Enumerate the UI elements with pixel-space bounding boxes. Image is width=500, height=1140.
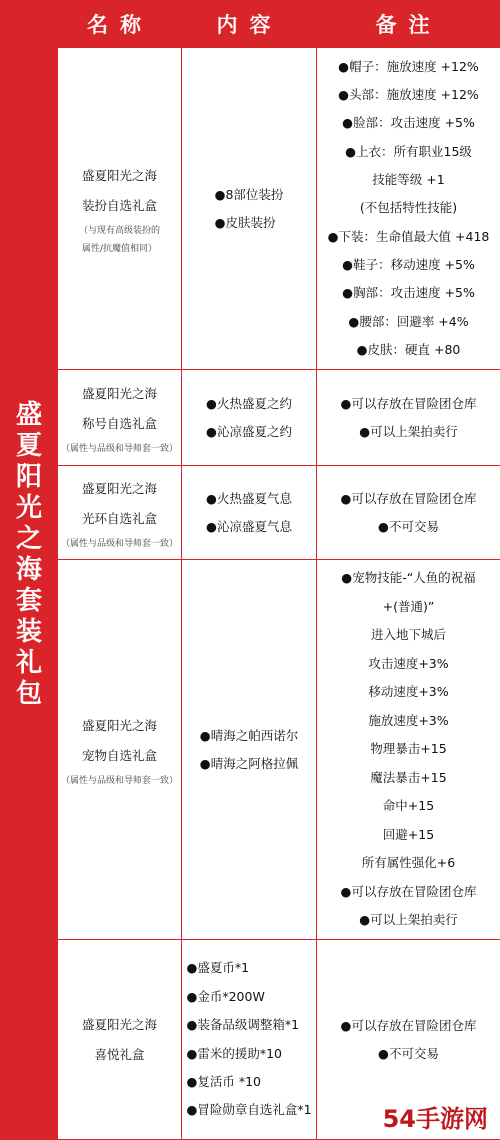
- header-remarks: 备注: [375, 13, 442, 37]
- header-content: 内容: [216, 13, 283, 37]
- content-item: ●金币*200W: [186, 988, 265, 1004]
- remark-item: ●上衣：所有职业15级: [345, 143, 472, 159]
- remark-item: ●帽子：施放速度 +12%: [338, 58, 479, 74]
- remark-item: 魔法暴击+15: [370, 769, 447, 785]
- table-row: [58, 48, 500, 370]
- content-item: ●皮肤装扮: [214, 214, 276, 230]
- table-row: [58, 560, 500, 940]
- item-note-line: 属性/抗魔值相同）: [81, 243, 158, 254]
- remark-item: ●可以上架拍卖行: [359, 912, 458, 928]
- item-name-cell: [58, 370, 182, 466]
- side-title: [12, 400, 46, 710]
- item-remarks-cell: [317, 48, 500, 370]
- remark-item: ●脸部：攻击速度 +5%: [342, 115, 475, 131]
- remark-item: 进入地下城后: [370, 627, 446, 643]
- side-title-char: 光: [15, 493, 42, 523]
- remark-item: 命中+15: [382, 798, 435, 814]
- remark-item: ●可以存放在冒险团仓库: [340, 883, 477, 899]
- item-content-cell: [182, 940, 317, 1140]
- remark-item: 攻击速度+3%: [368, 655, 449, 671]
- item-name-line: 宠物自选礼盒: [81, 747, 157, 763]
- side-title-char: 海: [15, 555, 42, 585]
- remark-item: ●不可交易: [378, 1045, 439, 1061]
- content-item: ●雷米的援助*10: [186, 1045, 283, 1061]
- table-row: [58, 370, 500, 466]
- remark-item: ●腰部：回避率 +4%: [348, 313, 469, 329]
- item-name-cell: [58, 466, 182, 560]
- remark-item: ●胸部：攻击速度 +5%: [342, 285, 475, 301]
- item-name-cell: [58, 940, 182, 1140]
- item-note-line: （与现有高级装扮的: [78, 225, 160, 236]
- item-note-line: （属性与品级和导师套一致）: [60, 443, 178, 454]
- item-name-line: 盛夏阳光之海: [81, 480, 157, 496]
- item-remarks-cell: [317, 370, 500, 466]
- item-content-cell: [182, 560, 317, 940]
- item-name-line: 称号自选礼盒: [81, 415, 157, 431]
- item-name-cell: [58, 48, 182, 370]
- remark-item: ●宠物技能-“人鱼的祝福: [341, 570, 476, 586]
- remark-item: 所有属性强化+6: [361, 855, 456, 871]
- side-title-char: 阳: [15, 462, 42, 492]
- content-item: ●火热盛夏之约: [206, 395, 292, 411]
- content-item: ●晴海之帕西诺尔: [199, 727, 299, 743]
- content-item: ●沁凉盛夏气息: [206, 518, 292, 534]
- remark-item: 物理暴击+15: [370, 741, 447, 757]
- side-title-char: 装: [15, 617, 42, 647]
- content-item: ●复活币 *10: [186, 1073, 261, 1089]
- item-name-line: 喜悦礼盒: [94, 1046, 145, 1062]
- remark-item: ●下装：生命值最大值 +418: [327, 228, 490, 244]
- table-header: [58, 0, 500, 48]
- content-item: ●沁凉盛夏之约: [206, 423, 292, 439]
- remark-item: ●可以存放在冒险团仓库: [340, 395, 477, 411]
- side-title-char: 夏: [15, 431, 42, 461]
- header-name: 名称: [87, 13, 153, 37]
- remark-item: 移动速度+3%: [368, 684, 449, 700]
- remark-item: ●可以存放在冒险团仓库: [340, 490, 477, 506]
- remark-item: 技能等级 +1: [372, 172, 445, 188]
- remark-item: ●可以上架拍卖行: [359, 423, 458, 439]
- item-content-cell: [182, 466, 317, 560]
- content-item: ●装备品级调整箱*1: [186, 1017, 300, 1033]
- site-watermark: 54手游网: [377, 1097, 494, 1136]
- item-name-line: 盛夏阳光之海: [81, 385, 157, 401]
- item-name-line: 盛夏阳光之海: [81, 1016, 157, 1032]
- remark-item: 回避+15: [382, 826, 435, 842]
- content-item: ●8部位装扮: [214, 186, 284, 202]
- remark-item: (不包括特性技能): [359, 200, 458, 216]
- remark-item: +(普通)”: [382, 598, 435, 614]
- remark-item: ●鞋子：移动速度 +5%: [342, 256, 475, 272]
- item-remarks-cell: [317, 466, 500, 560]
- content-item: ●晴海之阿格拉佩: [199, 755, 299, 771]
- item-name-line: 盛夏阳光之海: [81, 167, 157, 183]
- content-item: ●火热盛夏气息: [206, 490, 292, 506]
- item-note-line: （属性与品级和导师套一致）: [60, 775, 178, 786]
- remark-item: ●皮肤：硬直 +80: [356, 341, 461, 357]
- content-item: ●盛夏币*1: [186, 960, 250, 976]
- package-table: [58, 48, 500, 1140]
- item-note-line: （属性与品级和导师套一致）: [60, 538, 178, 549]
- item-content-cell: [182, 370, 317, 466]
- item-name-line: 光环自选礼盒: [81, 510, 157, 526]
- item-name-line: 装扮自选礼盒: [81, 197, 157, 213]
- remark-item: ●头部：施放速度 +12%: [338, 87, 479, 103]
- item-name-line: 盛夏阳光之海: [81, 717, 157, 733]
- side-title-char: 礼: [15, 648, 42, 678]
- side-title-char: 盛: [15, 400, 42, 430]
- remark-item: ●不可交易: [378, 518, 439, 534]
- side-title-char: 套: [15, 586, 42, 616]
- side-title-char: 包: [15, 679, 42, 709]
- item-remarks-cell: [317, 560, 500, 940]
- content-item: ●冒险勋章自选礼盒*1: [186, 1102, 312, 1118]
- remark-item: ●可以存放在冒险团仓库: [340, 1017, 477, 1033]
- table-row: [58, 466, 500, 560]
- remark-item: 施放速度+3%: [368, 712, 449, 728]
- item-content-cell: [182, 48, 317, 370]
- item-name-cell: [58, 560, 182, 940]
- side-title-char: 之: [15, 524, 42, 554]
